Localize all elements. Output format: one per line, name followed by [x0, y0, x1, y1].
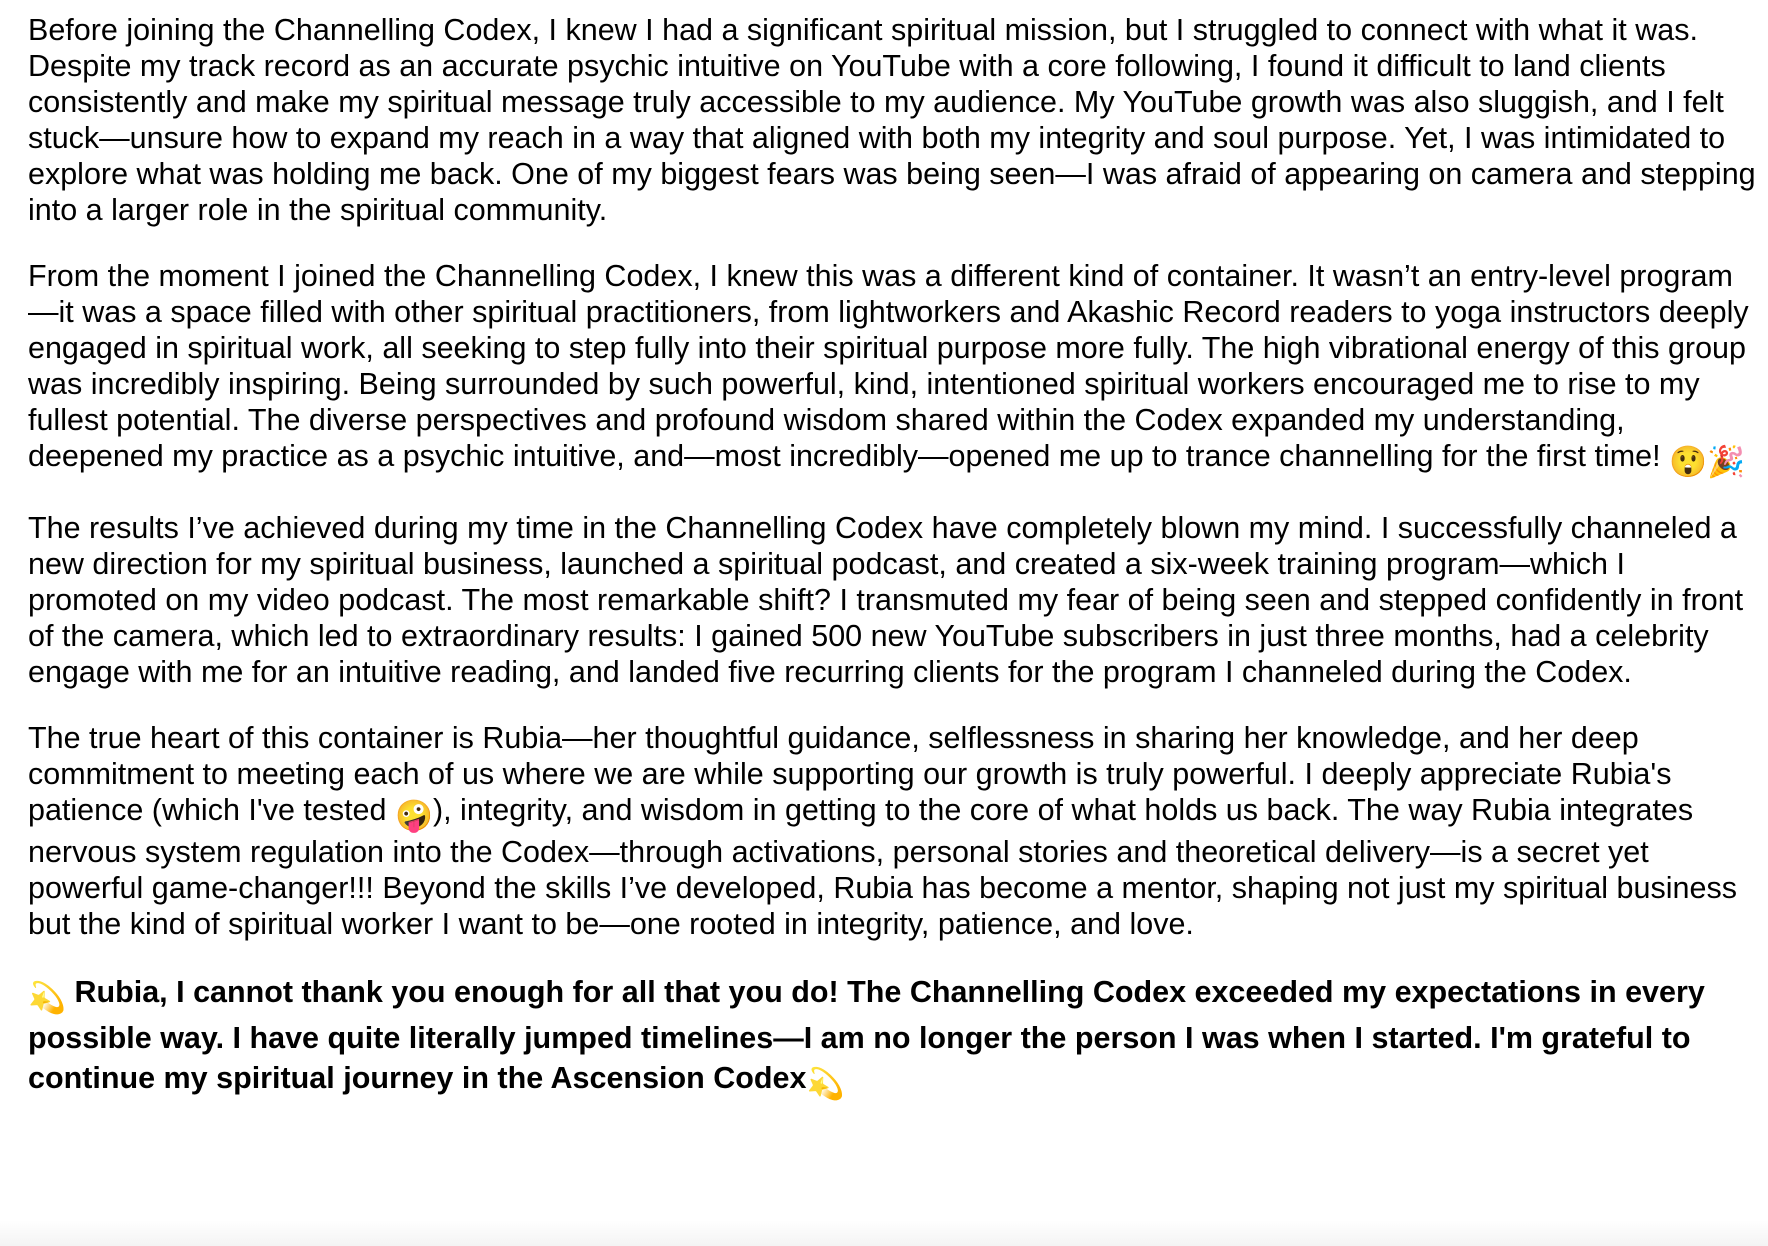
- closing-paragraph: [28, 972, 1758, 1104]
- paragraph-1-text: Before joining the Channelling Codex, I knew I had a significant spiritual mission, but I struggled to connect with what it was. Despite my track record as an accurate psychic intuitive on YouTube with a core following, I found it difficult to land clients consistently and make my spiritual message truly accessible to my audience. My YouTube growth was also sluggish, and I felt stuck—unsure how to expand my reach in a way that aligned with both my integrity and soul purpose. Yet, I was intimidated to explore what was holding me back. One of my biggest fears was being seen—I was afraid of appearing on camera and stepping into a larger role in the spiritual community.: [28, 13, 1756, 227]
- astonished-party-emoji-icon: 😲🎉: [1669, 445, 1746, 479]
- paragraph-4-text-end: ), integrity, and wisdom in getting to the core of what holds us back. The way Rubia integrates nervous system regulation into the Codex—through activations, personal stories and theoretical delivery—is a secret yet powerful game-changer!!! Beyond the skills I’ve developed, Rubia has become a mentor, shaping not just my spiritual business but the kind of spiritual worker I want to be—one rooted in integrity, patience, and love.: [28, 793, 1737, 941]
- closing-text: Rubia, I cannot thank you enough for all that you do! The Channelling Codex exceeded my expectations in every possible way. I have quite literally jumped timelines—I am no longer the person I was when I started. I'm grateful to continue my spiritual journey in the Ascension Codex: [28, 975, 1705, 1095]
- paragraph-1: [28, 12, 1758, 228]
- paragraph-3: [28, 510, 1758, 690]
- dizzy-star-emoji-icon: 💫: [28, 981, 66, 1015]
- bottom-edge-shade: [0, 1220, 1768, 1246]
- paragraph-2-text: From the moment I joined the Channelling Codex, I knew this was a different kind of container. It wasn’t an entry-level program—it was a space filled with other spiritual practitioners, from lightworkers and Akashic Record readers to yoga instructors deeply engaged in spiritual work, all seeking to step fully into their spiritual purpose more fully. The high vibrational energy of this group was incredibly inspiring. Being surrounded by such powerful, kind, intentioned spiritual workers encouraged me to rise to my fullest potential. The diverse perspectives and profound wisdom shared within the Codex expanded my understanding, deepened my practice as a psychic intuitive, and—most incredibly—opened me up to trance channelling for the first time!: [28, 259, 1749, 473]
- zany-face-emoji-icon: 🤪: [394, 799, 433, 833]
- dizzy-star-emoji-end-icon: 💫: [806, 1067, 845, 1101]
- paragraph-4-text-start: The true heart of this container is Rubia—her thoughtful guidance, selflessness in sharing her knowledge, and her deep commitment to meeting each of us where we are while supporting our growth is truly powerful. I deeply appreciate Rubia's patience (which I've tested: [28, 721, 1672, 827]
- paragraph-3-text: The results I’ve achieved during my time in the Channelling Codex have completely blown my mind. I successfully channeled a new direction for my spiritual business, launched a spiritual podcast, and created a six-week training program—which I promoted on my video podcast. The most remarkable shift? I transmuted my fear of being seen and stepped confidently in front of the camera, which led to extraordinary results: I gained 500 new YouTube subscribers in just three months, had a celebrity engage with me for an intuitive reading, and landed five recurring clients for the program I channeled during the Codex.: [28, 511, 1744, 689]
- paragraph-4: [28, 720, 1758, 942]
- testimonial-text: [28, 12, 1758, 1134]
- paragraph-2: [28, 258, 1758, 480]
